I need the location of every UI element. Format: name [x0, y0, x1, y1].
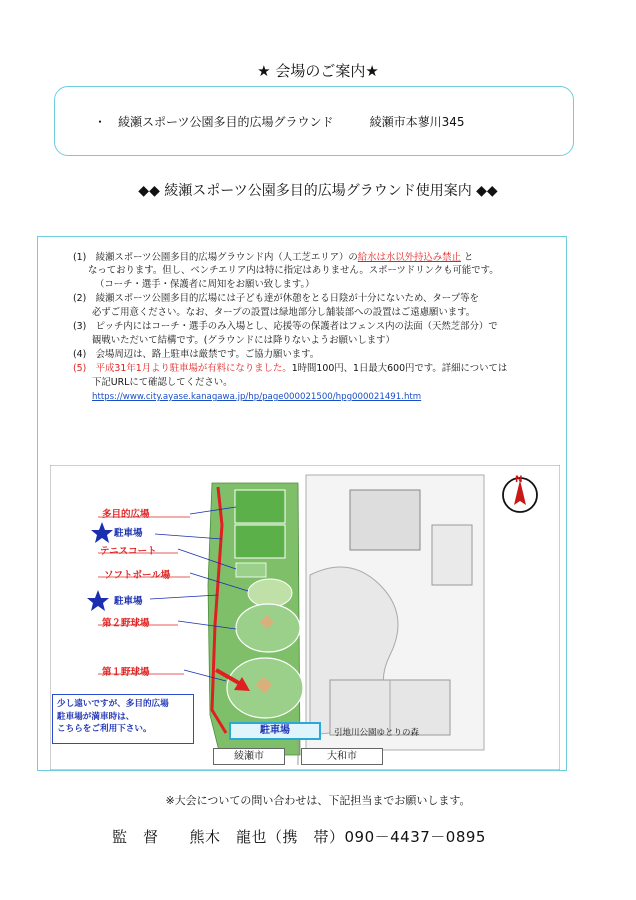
- rule-5-warning: (5) 平成31年1月より駐車場が有料になりました。: [73, 363, 292, 374]
- rule-5-line-1: [73, 362, 507, 376]
- main-parking-label: 駐車場: [229, 722, 321, 740]
- rule-3-line-1: (3) ピッチ内にはコーチ・選手のみ入場とし、応援等の保護者はフェンス内の法面（天然芝部分）で: [73, 321, 498, 332]
- label-softball: ソフトボール場: [104, 570, 171, 581]
- tennis-court: [236, 563, 266, 577]
- multipurpose-field-2: [235, 525, 285, 558]
- rule-5-tail: 1時間100円、1日最大600円です。詳細については: [291, 363, 508, 374]
- label-yamato-city: 大和市: [301, 748, 383, 765]
- softball-field: [248, 579, 292, 607]
- page-title: ★ 会場のご案内★: [257, 62, 379, 80]
- building-block: [350, 490, 420, 550]
- supervisor-contact: 監 督 熊木 龍也（携 帯）090－4437－0895: [112, 828, 486, 846]
- parking-info-link[interactable]: https://www.city.ayase.kanagawa.jp/hp/page000021500/hpg000021491.htm: [92, 392, 422, 402]
- venue-line: [94, 113, 464, 130]
- rule-1-text: (1) 綾瀬スポーツ公園多目的広場グラウンド内（人工芝エリア）の: [73, 252, 358, 263]
- inquiry-note: ※大会についての問い合わせは、下記担当までお願いします。: [165, 794, 471, 807]
- building-block: [432, 525, 472, 585]
- usage-title: ◆◆ 綾瀬スポーツ公園多目的広場グラウンド使用案内 ◆◆: [138, 183, 498, 199]
- label-baseball-2: 第２野球場: [102, 618, 150, 629]
- rule-3-line-2: 観戦いただいて結構です。(グラウンドには降りないようお願いします）: [92, 335, 395, 346]
- label-park-forest: 引地川公園ゆとりの森: [334, 728, 420, 738]
- note-line: 駐車場が満車時は、: [57, 711, 135, 722]
- multipurpose-field-1: [235, 490, 285, 523]
- rule-4-line-1: (4) 会場周辺は、路上駐車は厳禁です。ご協力願います。: [73, 349, 320, 360]
- label-parking-1: 駐車場: [114, 528, 143, 539]
- label-baseball-1: 第１野球場: [102, 667, 150, 678]
- note-line: 少し遠いですが、多目的広場: [57, 699, 169, 709]
- rule-5-line-2: 下記URLにて確認してください。: [92, 377, 233, 388]
- rule-1-line-1: [73, 251, 473, 265]
- overflow-parking-note: [52, 694, 194, 744]
- north-label: N: [515, 475, 523, 485]
- rule-1-line-3: （コーチ・選手・保護者に周知をお願い致します。）: [95, 279, 315, 290]
- rule-2-line-2: 必ずご用意ください。なお、タープの設置は緑地部分し舗装部への設置はご遠慮願います。: [92, 307, 476, 318]
- rule-2-line-1: (2) 綾瀬スポーツ公園多目的広場には子ども達が休憩をとる日陰が十分にないため、タープ等を: [73, 293, 479, 304]
- label-ayase-city: 綾瀬市: [213, 748, 285, 765]
- rule-1-line-2: なっております。但し、ベンチエリア内は特に指定はありません。スポーツドリンクも可能です。: [88, 265, 499, 276]
- venue-name: 綾瀬スポーツ公園多目的広場グラウンド: [118, 115, 334, 129]
- label-multipurpose: 多目的広場: [102, 509, 150, 520]
- venue-address: 綾瀬市本蓼川345: [369, 115, 465, 129]
- label-tennis: テニスコート: [100, 546, 157, 557]
- label-parking-2: 駐車場: [114, 596, 143, 607]
- note-line: こちらをご利用下さい。: [57, 724, 152, 734]
- rule-1-tail: と: [460, 252, 474, 263]
- rule-1-warning: 給水は水以外持込み禁止: [357, 252, 461, 263]
- venue-bullet: ・: [94, 115, 107, 129]
